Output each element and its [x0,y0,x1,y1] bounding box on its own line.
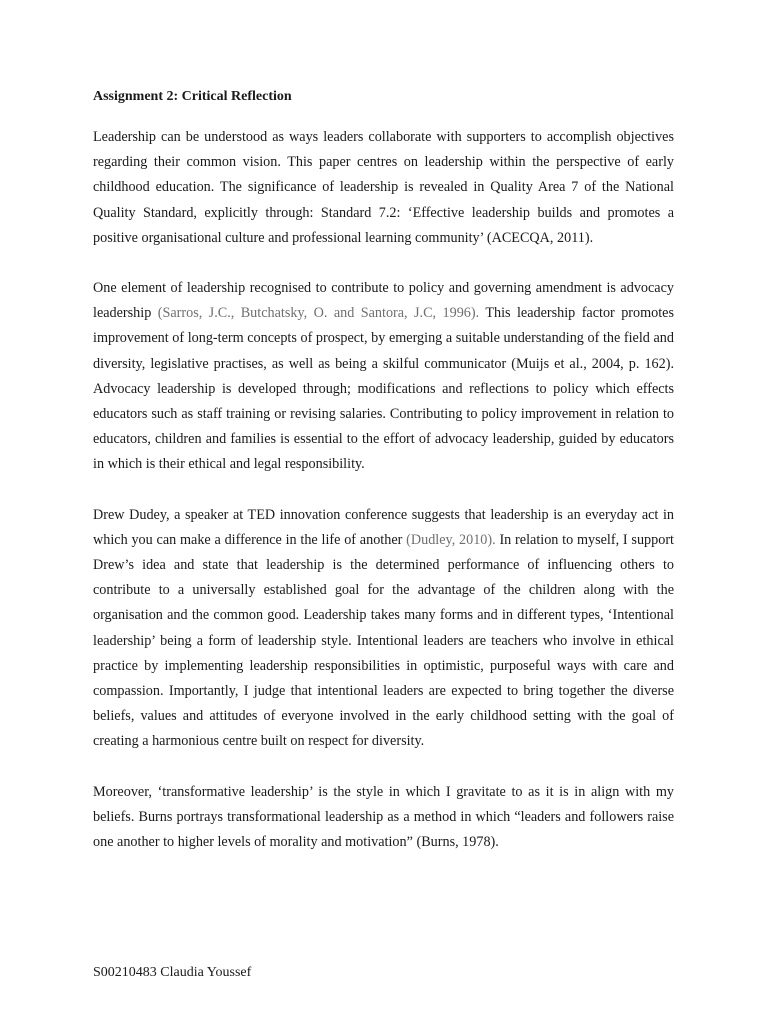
paragraph-text: Leadership can be understood as ways leaders collaborate with supporters to accomplish objectives regarding their common vision. This paper centres on leadership within the perspective of early childhood education. The significance of leadership is revealed in Quality Area 7 of the National Quality Standard, explicitly through: Standard 7.2: ‘Effective leadership builds and promotes a positive organisational culture and professional learning community’ (ACECQA, 2011). [93,129,674,246]
paragraph-4 [93,780,674,856]
paragraph-2 [93,276,674,478]
paragraph-text: One element of leadership recognised to contribute to policy and governing amendment is advocacy leadership [93,280,674,322]
paragraph-text: Moreover, ‘transformative leadership’ is the style in which I gravitate to as it is in align with my beliefs. Burns portrays transformational leadership as a method in which “leaders and followers raise one another to higher levels of morality and motivation” (Burns, 1978). [93,783,674,851]
paragraph-text: This leadership factor promotes improvement of long-term concepts of prospect, by emerging a suitable understanding of the field and diversity, legislative practises, as well as being a skilful communicator (Muijs et al., 2004, p. 162). Advocacy leadership is developed through; modifications and reflections to policy which effects educators such as staff training or revising salaries. Contributing to policy improvement in relation to educators, children and families is essential to the effort of advocacy leadership, guided by educators in which is their ethical and legal responsibility. [93,305,674,473]
citation-sarros: (Sarros, J.C., Butchatsky, O. and Santora, J.C, 1996). [157,305,480,322]
document-title: Assignment 2: Critical Reflection [93,89,292,104]
document-page [93,86,674,880]
paragraph-1 [93,125,674,251]
page-footer: S00210483 Claudia Youssef [93,965,252,980]
paragraph-3 [93,503,674,755]
paragraph-text: Drew Dudey, a speaker at TED innovation conference suggests that leadership is an everyday act in which you can make a difference in the life of another [93,506,674,548]
citation-dudley: (Dudley, 2010). [406,531,496,548]
paragraph-text: In relation to myself, I support Drew’s idea and state that leadership is the determined performance of influencing others to contribute to a universally established goal for the advantage of the children along with the organisation and the common good. Leadership takes many forms and in different types, ‘Intentional leadership’ being a form of leadership style. Intentional leaders are teachers who involve in ethical practice by implementing leadership responsibilities in optimistic, purposeful ways with care and compassion. Importantly, I judge that intentional leaders are expected to bring together the diverse beliefs, values and attitudes of everyone involved in the early childhood setting with the goal of creating a harmonious centre built on respect for diversity. [93,531,674,750]
